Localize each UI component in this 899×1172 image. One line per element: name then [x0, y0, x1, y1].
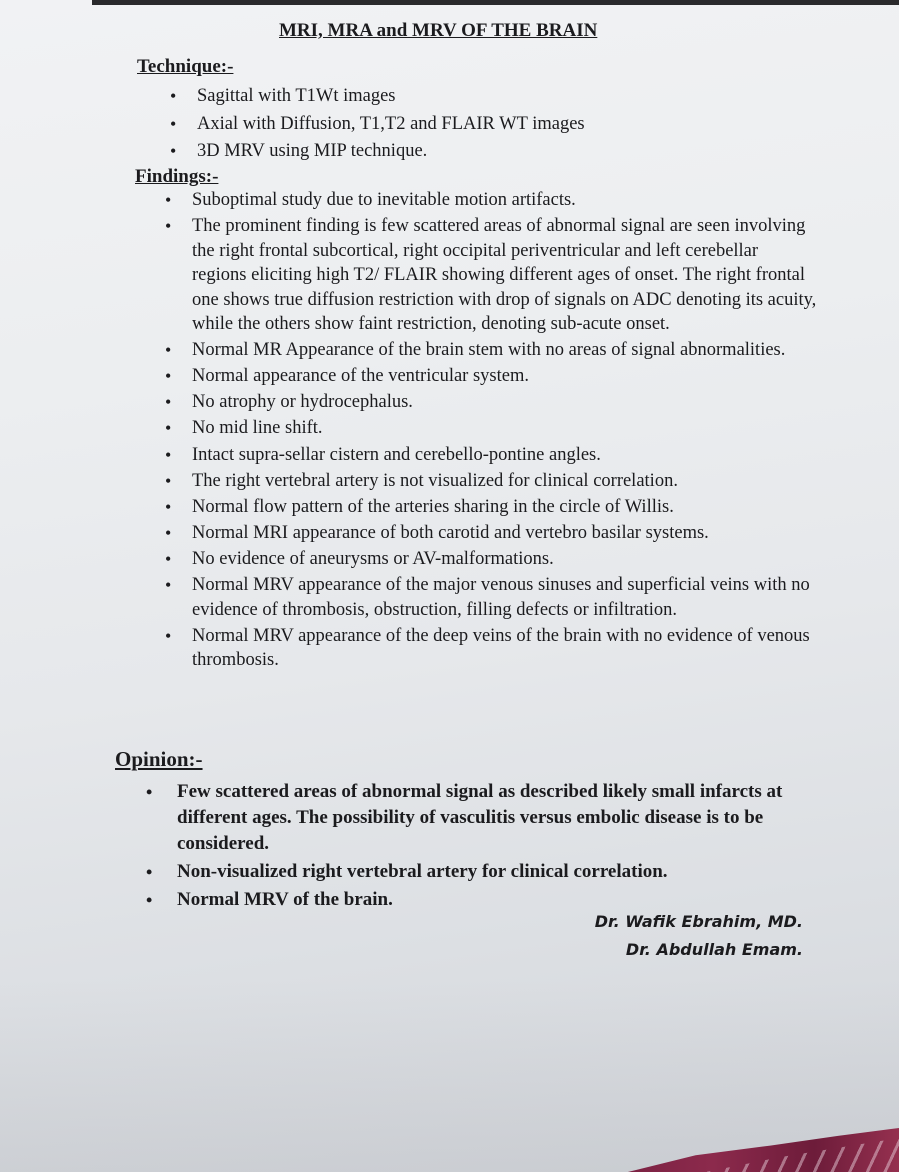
list-item-text: Normal MRV of the brain.	[177, 889, 393, 910]
bullet-icon: •	[146, 862, 153, 882]
list-item	[165, 416, 817, 441]
bullet-icon: •	[170, 141, 177, 161]
opinion-heading: Opinion:-	[115, 747, 203, 771]
list-item	[165, 495, 817, 520]
list-item-text: Sagittal with T1Wt images	[197, 86, 396, 106]
list-item-text: Intact supra-sellar cistern and cerebello-pontine angles.	[192, 444, 601, 465]
list-item-text: Normal MRV appearance of the major venous sinuses and superficial veins with no evidence of thrombosis, obstruction, filling defects or infiltration.	[192, 575, 810, 620]
list-item	[165, 188, 817, 213]
list-item-text: No atrophy or hydrocephalus.	[192, 392, 413, 413]
signature-secondary: Dr. Abdullah Emam.	[625, 940, 803, 959]
list-item-text: Axial with Diffusion, T1,T2 and FLAIR WT images	[197, 113, 585, 134]
bullet-icon: •	[165, 548, 172, 569]
paper-shadow	[0, 980, 899, 1172]
bullet-icon: •	[170, 113, 177, 134]
paper-top-edge	[92, 0, 899, 5]
findings-list	[165, 188, 817, 674]
list-item	[165, 390, 817, 415]
list-item	[146, 859, 827, 885]
list-item-text: Non-visualized right vertebral artery for clinical correlation.	[177, 861, 668, 882]
technique-list	[170, 84, 837, 167]
bullet-icon: •	[165, 340, 172, 361]
bullet-icon: •	[146, 890, 153, 910]
list-item	[165, 443, 817, 468]
bullet-icon: •	[165, 575, 172, 596]
list-item	[165, 364, 817, 389]
opinion-list	[146, 779, 827, 915]
list-item	[170, 139, 837, 164]
list-item	[165, 547, 817, 572]
signature-primary: Dr. Wafik Ebrahim, MD.	[594, 912, 803, 931]
list-item-text: Normal MRV appearance of the deep veins of the brain with no evidence of venous thrombosis.	[192, 625, 810, 671]
bullet-icon: •	[165, 444, 172, 465]
bullet-icon: •	[165, 625, 172, 646]
bullet-icon: •	[170, 86, 177, 106]
list-item-text: The right vertebral artery is not visualized for clinical correlation.	[192, 470, 678, 491]
list-item	[146, 887, 827, 913]
list-item	[170, 112, 837, 137]
bullet-icon: •	[165, 418, 172, 439]
list-item	[165, 624, 817, 673]
bullet-icon: •	[165, 216, 172, 237]
list-item-text: Normal MRI appearance of both carotid and vertebro basilar systems.	[192, 522, 709, 543]
list-item-text: 3D MRV using MIP technique.	[197, 141, 428, 161]
bullet-icon: •	[165, 496, 172, 517]
list-item-text: Suboptimal study due to inevitable motion artifacts.	[192, 190, 576, 210]
list-item-text: Normal MR Appearance of the brain stem with no areas of signal abnormalities.	[192, 340, 786, 361]
list-item	[165, 573, 817, 622]
list-item	[146, 779, 827, 857]
list-item	[170, 84, 837, 109]
list-item-text: No mid line shift.	[192, 418, 323, 439]
list-item	[165, 469, 817, 494]
bullet-icon: •	[146, 782, 153, 802]
bullet-icon: •	[165, 392, 172, 413]
list-item-text: Normal appearance of the ventricular system.	[192, 366, 529, 387]
list-item	[165, 521, 817, 546]
bullet-icon: •	[165, 470, 172, 491]
bullet-icon: •	[165, 190, 172, 210]
report-title: MRI, MRA and MRV OF THE BRAIN	[279, 20, 598, 41]
list-item-text: Normal flow pattern of the arteries sharing in the circle of Willis.	[192, 496, 674, 517]
list-item-text: Few scattered areas of abnormal signal as described likely small infarcts at different ages. The possibility of vasculitis versus embolic disease is to be considered.	[177, 781, 783, 854]
bullet-icon: •	[165, 366, 172, 387]
findings-heading: Findings:-	[135, 166, 219, 187]
list-item	[165, 338, 817, 363]
technique-heading: Technique:-	[137, 56, 234, 77]
bullet-icon: •	[165, 522, 172, 543]
list-item-text: The prominent finding is few scattered areas of abnormal signal are seen involving the right frontal subcortical, right occipital periventricular and left cerebellar regions eliciting high T2/ FLAIR showing different ages of onset. The right frontal one shows true diffusion restriction with drop of signals on ADC denoting its acuity, while the others show faint restriction, denoting sub-acute onset.	[192, 216, 817, 335]
list-item-text: No evidence of aneurysms or AV-malformations.	[192, 548, 554, 569]
list-item	[165, 214, 817, 337]
